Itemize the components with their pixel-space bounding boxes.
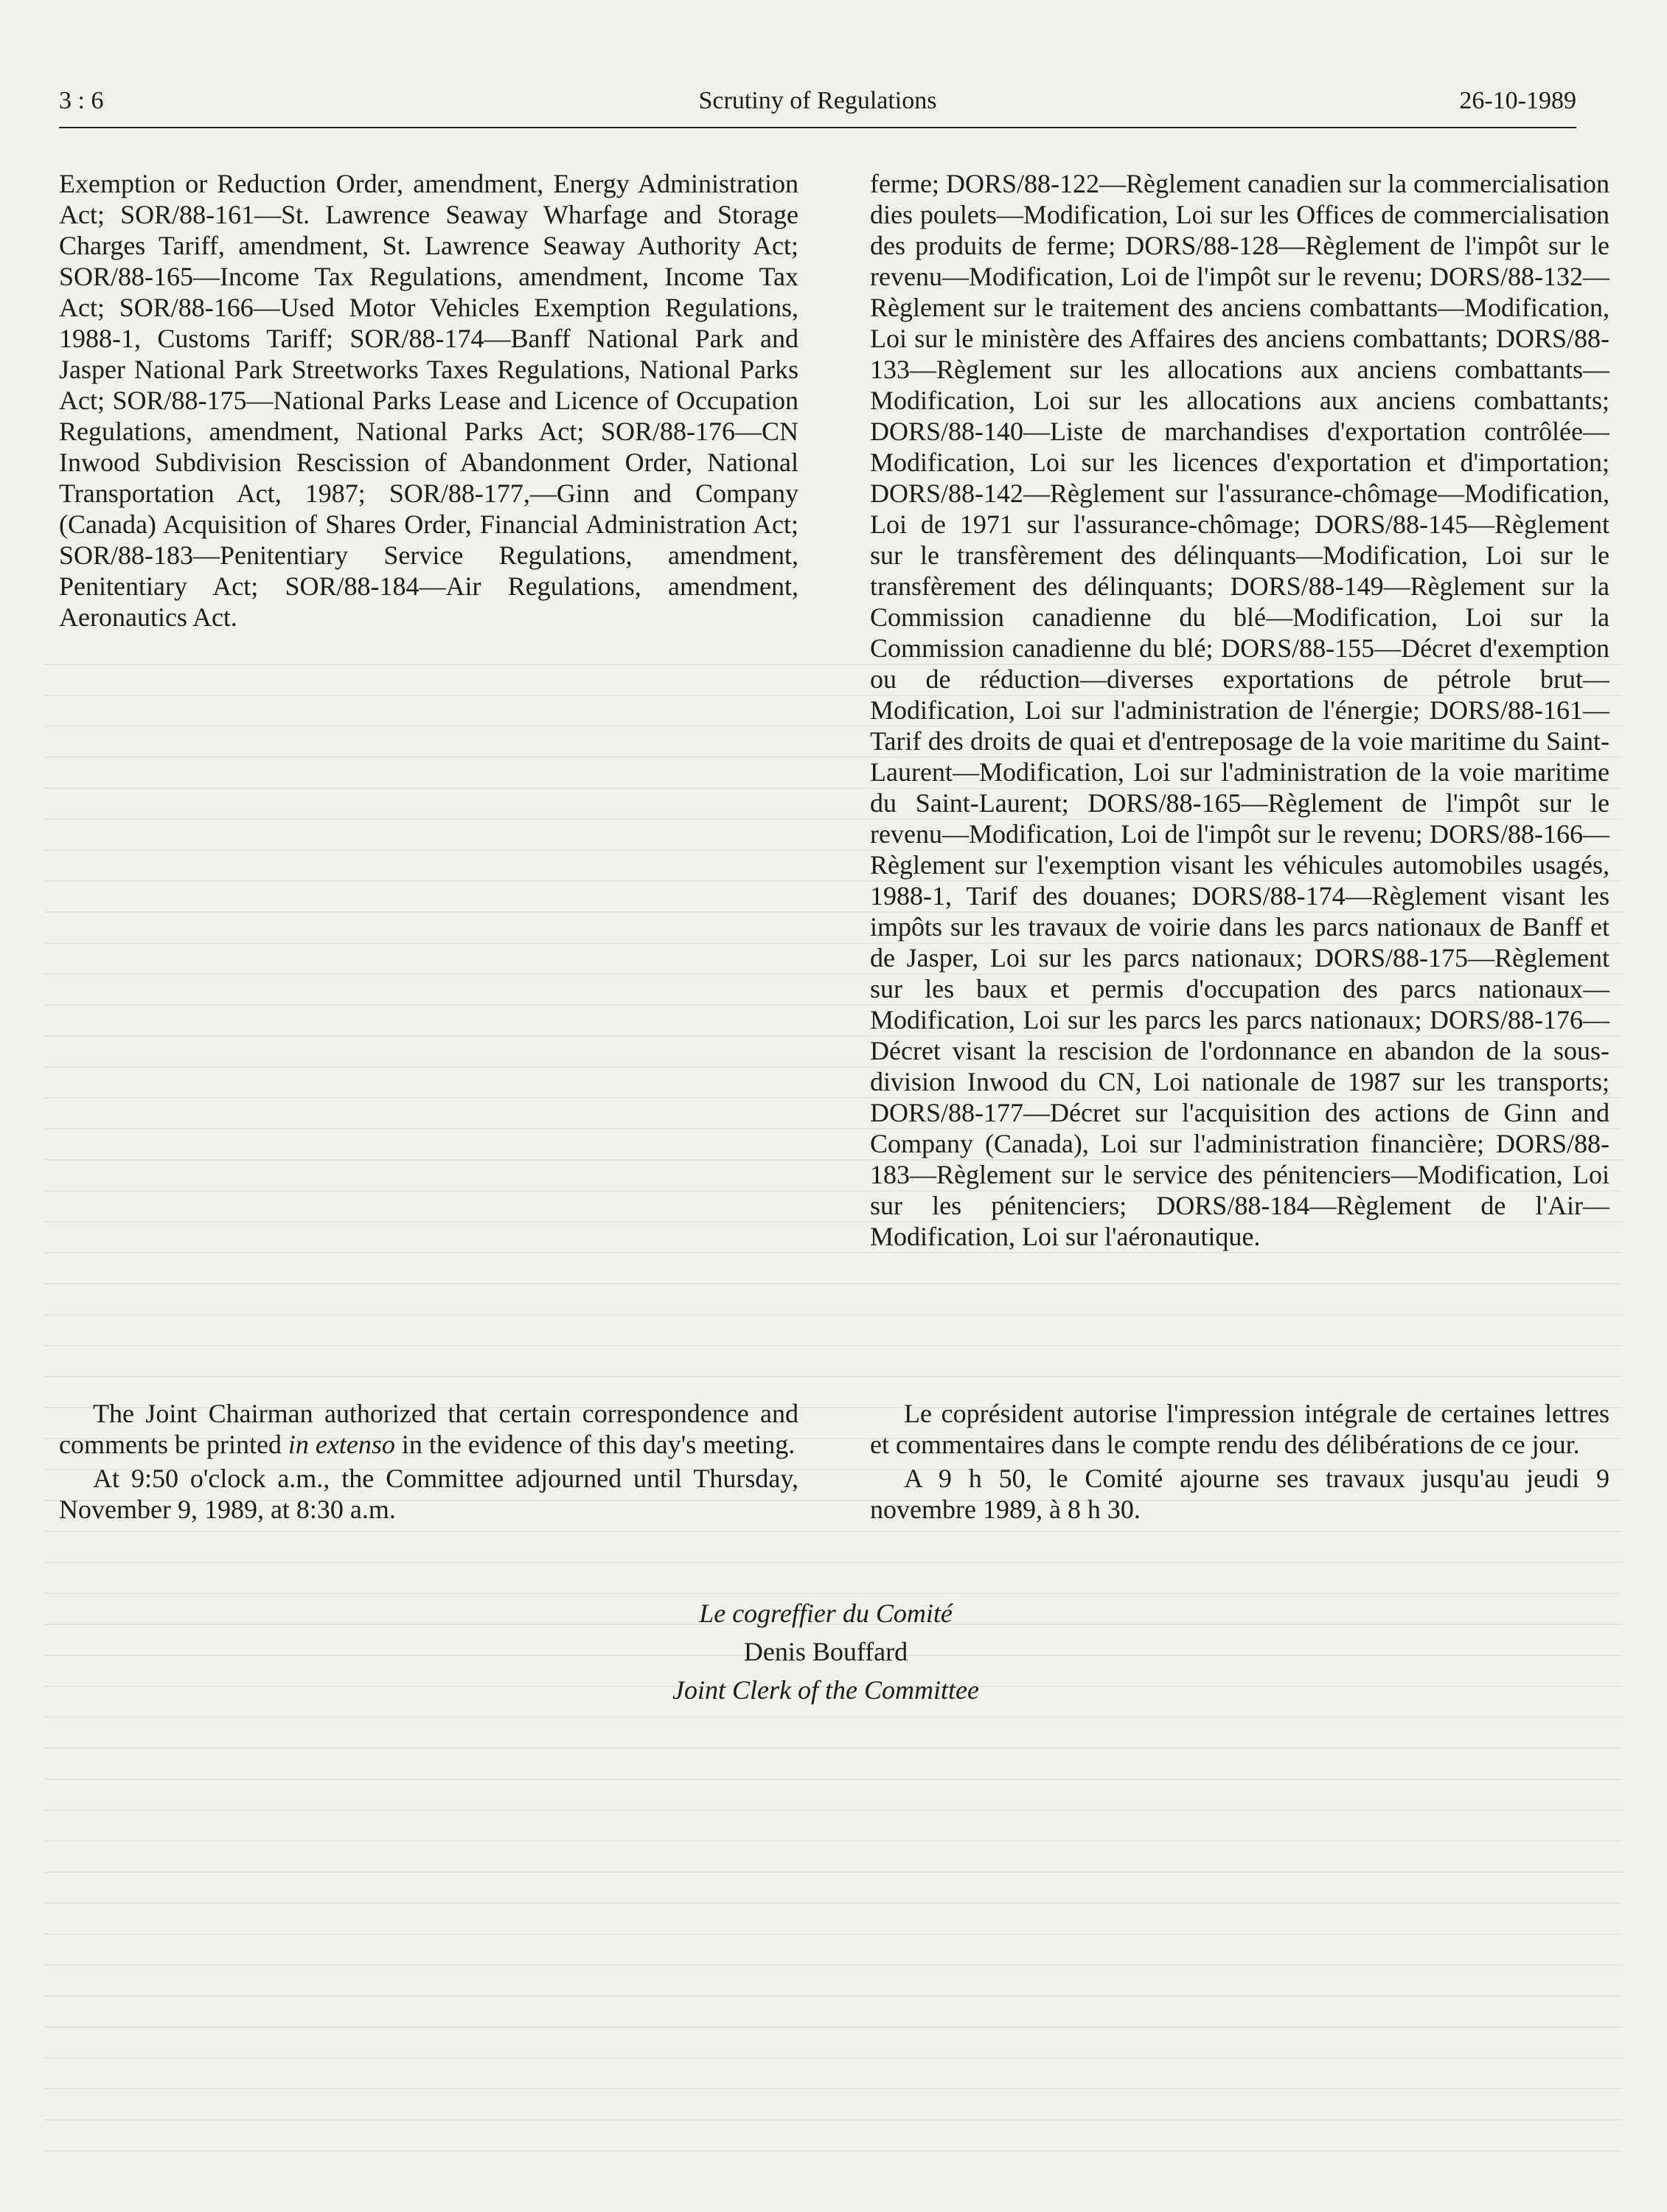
page-header — [59, 87, 1576, 125]
copresident-paragraph: Le coprésident autorise l'impression intégrale de certaines lettres et commentaires dans le compte rendu des délibérations de ce jour. — [870, 1399, 1609, 1459]
signature-title-fr: Le cogreffier du Comité — [699, 1599, 953, 1628]
running-title: Scrutiny of Regulations — [698, 87, 937, 114]
left-column — [59, 168, 798, 633]
in-extenso-text: in extenso — [288, 1430, 395, 1459]
page-number: 3 : 6 — [59, 87, 104, 114]
signature-title-en: Joint Clerk of the Committee — [672, 1675, 979, 1705]
signature-name: Denis Bouffard — [743, 1637, 908, 1666]
header-rule — [59, 127, 1576, 128]
right-column — [870, 168, 1609, 1252]
adjournment-paragraph-en: At 9:50 o'clock a.m., the Committee adjourned until Thursday, November 9, 1989, at 8:30 a.m. — [59, 1464, 798, 1524]
adjournment-paragraph-fr: A 9 h 50, le Comité ajourne ses travaux jusqu'au jeudi 9 novembre 1989, à 8 h 30. — [870, 1464, 1609, 1524]
right-closing-paragraphs — [870, 1398, 1609, 1528]
signature-block — [457, 1598, 1194, 1713]
right-regulations-list: ferme; DORS/88-122—Règlement canadien sur la commercialisation dies poulets—Modification, Loi sur les Offices de commercialisation des produits de ferme; DORS/88-128—Règlement de l'impôt sur le revenu—Modification, Loi de l'impôt sur le revenu; DORS/88-132—Règlement sur le traitement des anciens combattants—Modification, Loi sur le ministère des Affaires des anciens combattants; DORS/88-133—Règlement sur les allocations aux anciens combattants—Modification, Loi sur les allocations aux anciens combattants; DORS/88-140—Liste de marchandises d'exportation contrôlée—Modification, Loi sur les licences d'exportation et d'importation; DORS/88-142—Règlement sur l'assurance-chômage—Modification, Loi de 1971 sur l'assurance-chômage; DORS/88-145—Règlement sur le transfèrement des délinquants—Modification, Loi sur le transfèrement des délinquants; DORS/88-149—Règlement sur la Commission canadienne du blé—Modification, Loi sur la Commission canadienne du blé; DORS/88-155—Décret d'exemption ou de réduction—diverses exportations de pétrole brut—Modification, Loi sur l'administration de l'énergie; DORS/88-161—Tarif des droits de quai et d'entreposage de la voie maritime du Saint-Laurent—Modification, Loi sur l'administration de la voie maritime du Saint-Laurent; DORS/88-165—Règlement de l'impôt sur le revenu—Modification, Loi de l'impôt sur le revenu; DORS/88-166—Règlement sur l'exemption visant les véhicules automobiles usagés, 1988-1, Tarif des douanes; DORS/88-174—Règlement visant les impôts sur les travaux de voirie dans les parcs nationaux de Banff et de Jasper, Loi sur les parcs nationaux; DORS/88-175—Règlement sur les baux et permis d'occupation des parcs nationaux—Modification, Loi sur les parcs les parcs nationaux; DORS/88-176—Décret visant la rescision de l'ordonnance en abandon de la sous-division Inwood du CN, Loi nationale de 1987 sur les transports; DORS/88-177—Décret sur l'acquisition des actions de Ginn and Company (Canada), Loi sur l'administration financière; DORS/88-183—Règlement sur le service des pénitenciers—Modification, Loi sur les pénitenciers; DORS/88-184—Règlement de l'Air—Modification, Loi sur l'aéronautique. — [870, 169, 1609, 1251]
joint-chairman-paragraph: The Joint Chairman authorized that certain correspondence and comments be printed in extenso in the evidence of this day's meeting. — [59, 1399, 798, 1459]
left-closing-paragraphs — [59, 1398, 798, 1528]
header-date: 26-10-1989 — [1459, 87, 1576, 114]
left-regulations-list: Exemption or Reduction Order, amendment, Energy Administration Act; SOR/88-161—St. Lawrence Seaway Wharfage and Storage Charges Tariff, amendment, St. Lawrence Seaway Authority Act; SOR/88-165—Income Tax Regulations, amendment, Income Tax Act; SOR/88-166—Used Motor Vehicles Exemption Regulations, 1988-1, Customs Tariff; SOR/88-174—Banff National Park and Jasper National Park Streetworks Taxes Regulations, National Parks Act; SOR/88-175—National Parks Lease and Licence of Occupation Regulations, amendment, National Parks Act; SOR/88-176—CN Inwood Subdivision Rescission of Abandonment Order, National Transportation Act, 1987; SOR/88-177,—Ginn and Company (Canada) Acquisition of Shares Order, Financial Administration Act; SOR/88-183—Penitentiary Service Regulations, amendment, Penitentiary Act; SOR/88-184—Air Regulations, amendment, Aeronautics Act. — [59, 169, 798, 632]
